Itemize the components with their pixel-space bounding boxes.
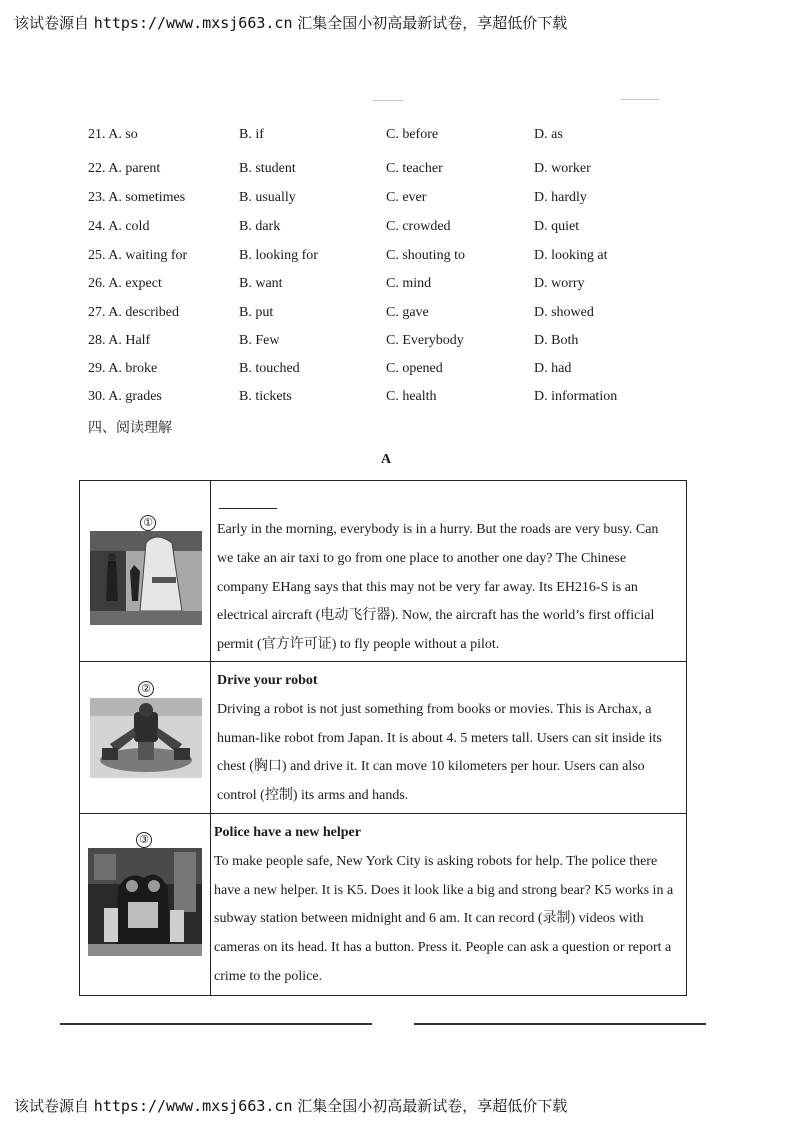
option-b: B. looking for bbox=[239, 248, 318, 263]
option-c: C. Everybody bbox=[386, 333, 464, 348]
text-cell bbox=[217, 481, 678, 661]
item-number: ③ bbox=[136, 832, 152, 848]
title-blank bbox=[219, 508, 277, 509]
item-body: Early in the morning, everybody is in a hurry. But the roads are very busy. Can we take an air taxi to go from one place to another one day? The Chinese company EHang says that this may not be very far away. Its EH216-S is an electrical aircraft (电动飞行器). Now, the aircraft has the world’s first official permit (官方许可证) to fly people without a pilot. bbox=[217, 522, 659, 653]
option-a: 25. A. waiting for bbox=[88, 248, 188, 263]
header-banner bbox=[14, 12, 567, 33]
option-b: B. put bbox=[239, 305, 274, 320]
table-row bbox=[80, 481, 686, 662]
option-a: 27. A. described bbox=[88, 305, 179, 320]
item-heading: Drive your robot bbox=[217, 673, 318, 688]
option-a: 28. A. Half bbox=[88, 333, 151, 348]
item-body: Driving a robot is not just something from books or movies. This is Archax, a human-like robot from Japan. It is about 4. 5 meters tall. Users can sit inside its chest (胸口) and drive it. It can move 10 kilometers per hour. Users can also control (控制) its arms and hands. bbox=[217, 701, 662, 804]
image-cell bbox=[80, 662, 211, 813]
image-cell bbox=[80, 481, 211, 661]
option-b: B. tickets bbox=[239, 389, 292, 404]
option-a: 24. A. cold bbox=[88, 219, 150, 234]
banner-url[interactable]: https://www.mxsj663.cn bbox=[93, 14, 293, 32]
item-number: ② bbox=[138, 681, 154, 697]
option-a: 23. A. sometimes bbox=[88, 190, 186, 205]
passage-letter: A bbox=[381, 452, 392, 467]
text-cell bbox=[214, 814, 678, 995]
option-c: C. opened bbox=[386, 361, 443, 376]
option-b: B. touched bbox=[239, 361, 300, 376]
option-d: D. information bbox=[534, 389, 618, 404]
option-row bbox=[88, 190, 708, 210]
option-row bbox=[88, 333, 708, 353]
option-b: B. student bbox=[239, 161, 296, 176]
option-d: D. as bbox=[534, 127, 563, 142]
option-row bbox=[88, 127, 708, 147]
banner-prefix: 该试卷源自 bbox=[14, 1097, 90, 1115]
option-c: C. gave bbox=[386, 305, 429, 320]
option-c: C. shouting to bbox=[386, 248, 465, 263]
option-row bbox=[88, 361, 708, 381]
item-number: ① bbox=[140, 515, 156, 531]
air-taxi-photo bbox=[90, 531, 202, 625]
footer-rule-right bbox=[414, 1023, 706, 1025]
option-d: D. looking at bbox=[534, 248, 608, 263]
robot-photo bbox=[90, 698, 202, 778]
scan-line bbox=[372, 100, 404, 101]
option-a: 21. A. so bbox=[88, 127, 138, 142]
option-row bbox=[88, 248, 708, 268]
item-heading: Police have a new helper bbox=[214, 825, 361, 840]
option-c: C. health bbox=[386, 389, 437, 404]
option-d: D. had bbox=[534, 361, 572, 376]
option-row bbox=[88, 305, 708, 325]
table-row bbox=[80, 662, 686, 814]
option-a: 22. A. parent bbox=[88, 161, 161, 176]
scan-line bbox=[620, 99, 660, 100]
police-robot-photo bbox=[88, 848, 202, 956]
option-b: B. usually bbox=[239, 190, 296, 205]
option-d: D. Both bbox=[534, 333, 579, 348]
option-d: D. worry bbox=[534, 276, 585, 291]
option-b: B. want bbox=[239, 276, 283, 291]
banner-url[interactable]: https://www.mxsj663.cn bbox=[93, 1097, 293, 1115]
option-c: C. crowded bbox=[386, 219, 451, 234]
option-c: C. mind bbox=[386, 276, 432, 291]
option-a: 26. A. expect bbox=[88, 276, 162, 291]
item-body: To make people safe, New York City is asking robots for help. The police there have a new helper. It is K5. Does it look like a big and strong bear? K5 works in a subway station between midnight and 6 am. It can record (录制) videos with cameras on its head. It has a button. Press it. People can ask a question or report a crime to the police. bbox=[214, 853, 674, 984]
option-c: C. teacher bbox=[386, 161, 443, 176]
option-row bbox=[88, 389, 708, 409]
option-d: D. worker bbox=[534, 161, 591, 176]
option-a: 29. A. broke bbox=[88, 361, 158, 376]
option-b: B. dark bbox=[239, 219, 281, 234]
footer-banner bbox=[14, 1095, 567, 1116]
option-b: B. Few bbox=[239, 333, 280, 348]
footer-rule-left bbox=[60, 1023, 372, 1025]
option-c: C. ever bbox=[386, 190, 427, 205]
reading-table bbox=[79, 480, 687, 996]
option-row bbox=[88, 219, 708, 239]
option-d: D. showed bbox=[534, 305, 594, 320]
section-title: 四、阅读理解 bbox=[88, 420, 172, 436]
table-row bbox=[80, 814, 686, 995]
option-c: C. before bbox=[386, 127, 439, 142]
option-d: D. quiet bbox=[534, 219, 580, 234]
banner-suffix: 汇集全国小初高最新试卷，享超低价下载 bbox=[297, 1097, 568, 1115]
option-a: 30. A. grades bbox=[88, 389, 162, 404]
image-cell bbox=[80, 814, 211, 995]
option-row bbox=[88, 161, 708, 181]
option-row bbox=[88, 276, 708, 296]
text-cell bbox=[217, 662, 678, 813]
option-d: D. hardly bbox=[534, 190, 587, 205]
banner-prefix: 该试卷源自 bbox=[14, 14, 90, 32]
banner-suffix: 汇集全国小初高最新试卷，享超低价下载 bbox=[297, 14, 568, 32]
option-b: B. if bbox=[239, 127, 264, 142]
